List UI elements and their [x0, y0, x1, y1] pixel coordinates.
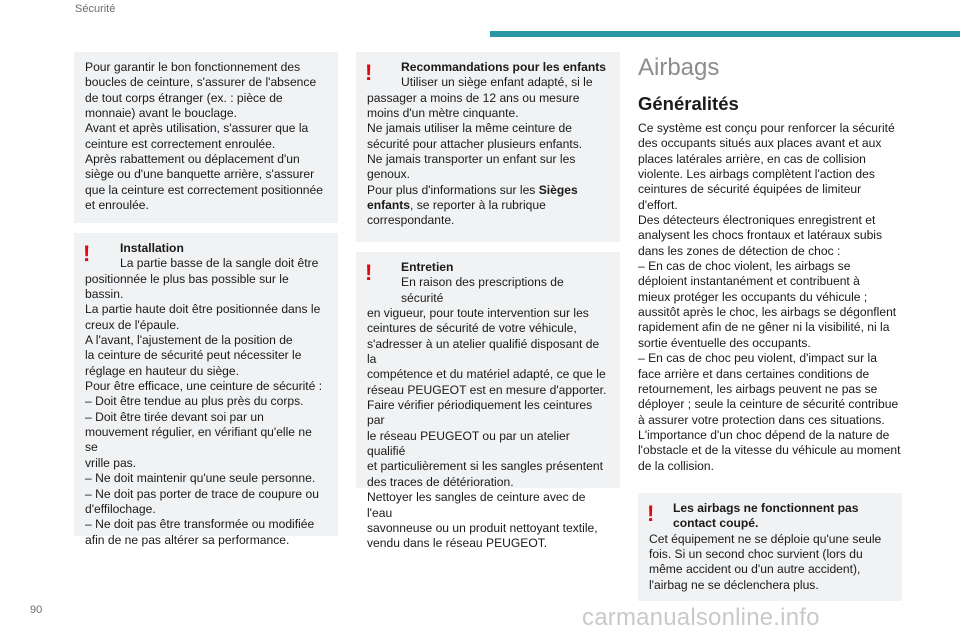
text-line: et particulièrement si les sangles présentent	[367, 459, 603, 474]
text-line: afin de ne pas altérer sa performance.	[85, 532, 290, 547]
text-line: dans les zones de détection de choc :	[638, 243, 841, 258]
text-line: retournement, les airbags peuvent ne pas se	[638, 381, 878, 396]
text-line: mieux protéger les occupants du véhicule ;	[638, 289, 868, 304]
text-line: Après rabattement ou déplacement d'un	[85, 152, 300, 167]
text-line: Avant et après utilisation, s'assurer que la	[85, 121, 309, 136]
text-line: violente. Les airbags complètent l'action des	[638, 167, 875, 182]
text-line: rapidement afin de ne gêner ni la visibilité, ni la	[638, 320, 890, 335]
text-line: le réseau PEUGEOT ou par un atelier qualifié	[367, 428, 570, 459]
subsection-heading: Généralités	[638, 93, 739, 114]
text-line: et enroulée.	[85, 198, 149, 213]
exclamation-warning-icon: !	[365, 260, 373, 285]
text-line: l'airbag ne se déclenchera plus.	[649, 577, 819, 592]
see-also-suffix: , se reporter à la rubrique	[410, 198, 546, 213]
text-line: déploient instantanément et contribuent à	[638, 274, 860, 289]
text-line: Ne jamais transporter un enfant sur les	[367, 152, 576, 167]
text-line: Ce système est conçu pour renforcer la sécurité	[638, 121, 895, 135]
text-line: compétence et du matériel adapté, ce que le	[367, 367, 606, 382]
text-line: analysent les chocs frontaux et latéraux subis	[638, 228, 883, 243]
warning-first-line: Utiliser un siège enfant adapté, si le	[401, 75, 593, 90]
text-line: réseau PEUGEOT est en mesure d'apporter.	[367, 382, 607, 397]
bold-ref-2: enfants	[367, 198, 411, 213]
text-line: d'effort.	[638, 197, 678, 212]
text-line: des traces de détérioration.	[367, 474, 514, 489]
text-line: – Doit être tendue au plus près du corps.	[85, 394, 304, 409]
text-line: A l'avant, l'ajustement de la position de	[85, 333, 293, 348]
warning-title: Installation	[120, 241, 184, 255]
text-line: Des détecteurs électroniques enregistrent et	[638, 213, 876, 228]
text-line: genoux.	[367, 167, 411, 182]
text-line: réglage en hauteur du siège.	[85, 363, 239, 378]
exclamation-warning-icon: !	[83, 241, 91, 266]
text-line: – Doit être tirée devant soi par un	[85, 409, 264, 424]
text-line: face arrière et dans certaines conditions de	[638, 366, 870, 381]
text-line: – En cas de choc violent, les airbags se	[638, 259, 851, 274]
text-line: – En cas de choc peu violent, d'impact sur la	[638, 351, 877, 366]
text-line: des occupants situés aux places avant et aux	[638, 136, 882, 151]
belt-info-box	[74, 52, 338, 223]
text-line: s'adresser à un atelier qualifié disposant de la	[367, 336, 600, 367]
bold-ref-1: Sièges	[538, 182, 578, 197]
children-text	[367, 91, 609, 183]
text-line: de tout corps étranger (ex. : pièce de	[85, 90, 283, 105]
text-line: siège ou d'une banquette arrière, s'assurer	[85, 167, 315, 182]
warning-title: Entretien	[401, 260, 454, 274]
text-line: Cet équipement ne se déploie qu'une seule	[649, 531, 882, 546]
installation-warning-box	[74, 233, 338, 547]
text-line: mouvement régulier, en vérifiant qu'elle ne se	[85, 425, 312, 455]
text-line: sécurité pour attacher plusieurs enfants.	[367, 136, 583, 151]
text-line: savonneuse ou un produit nettoyant textile,	[367, 520, 598, 535]
exclamation-warning-icon: !	[647, 501, 655, 526]
warning-title: Recommandations pour les enfants	[401, 60, 606, 74]
maintenance-text	[367, 306, 609, 552]
installation-text	[85, 272, 327, 548]
see-also-line-2	[367, 198, 609, 213]
text-line: – Ne doit maintenir qu'une seule personne.	[85, 471, 316, 486]
text-line: Ne jamais utiliser la même ceinture de	[367, 121, 573, 136]
text-line: Nettoyer les sangles de ceinture avec de l'eau	[367, 490, 586, 520]
text-line: boucles de ceinture, s'assurer de l'absence	[85, 75, 317, 90]
warning-title-line-1: Les airbags ne fonctionnent pas	[673, 501, 859, 515]
see-also-line	[367, 183, 609, 198]
text-line: L'importance d'un choc dépend de la nature de	[638, 427, 890, 442]
text-line: d'effilochage.	[85, 501, 156, 516]
text-line: sortie éventuelle des occupants.	[638, 335, 811, 350]
text-line: déployer ; seule la ceinture de sécurité contribue	[638, 397, 899, 412]
text-line: Pour garantir le bon fonctionnement des	[85, 60, 301, 74]
text-line: fois. Si un second choc survient (lors du	[649, 547, 863, 562]
text-line: à assurer votre protection dans ces situations.	[638, 412, 885, 427]
text-line: ceinture est correctement enroulée.	[85, 136, 276, 151]
text-line: – Ne doit pas être transformée ou modifiée	[85, 517, 315, 532]
watermark: carmanualsonline.info	[582, 604, 820, 631]
airbag-warning-box	[638, 493, 902, 601]
text-line: moins d'un mètre cinquante.	[367, 106, 519, 121]
text-line: ceintures de sécurité de votre véhicule,	[367, 321, 577, 336]
text-line: monnaie) avant le bouclage.	[85, 106, 237, 121]
text-line: creux de l'épaule.	[85, 317, 180, 332]
text-line: places latérales arrière, en cas de collision	[638, 151, 866, 166]
airbag-warning-text	[649, 532, 891, 593]
exclamation-warning-icon: !	[365, 60, 373, 85]
warning-title-line-2: contact coupé.	[673, 516, 759, 531]
text-line: ceintures de sécurité équipées de limiteur	[638, 182, 862, 197]
see-also-end: correspondante.	[367, 213, 455, 228]
text-line: Pour être efficace, une ceinture de sécurité :	[85, 379, 323, 394]
text-line: l'obstacle et de la vitesse du véhicule au moment	[638, 443, 901, 458]
children-warning-box	[356, 52, 620, 242]
text-line: que la ceinture est correctement positionnée	[85, 182, 323, 197]
airbags-body-text	[638, 121, 918, 474]
section-title: Sécurité	[75, 3, 116, 15]
text-line: La partie haute doit être positionnée dans le	[85, 302, 321, 317]
text-line: vrille pas.	[85, 455, 137, 470]
see-also-prefix: Pour plus d'informations sur les	[367, 182, 536, 197]
text-line: même accident ou d'un autre accident),	[649, 562, 861, 577]
maintenance-warning-box	[356, 252, 620, 551]
text-line: aussitôt après le choc, les airbags se dégonflent	[638, 305, 897, 320]
text-line: passager a moins de 12 ans ou mesure	[367, 90, 580, 105]
text-line: – Ne doit pas porter de trace de coupure ou	[85, 486, 319, 501]
text-line: Faire vérifier périodiquement les ceintures par	[367, 398, 593, 428]
warning-first-line: En raison des prescriptions de sécurité	[401, 275, 564, 305]
accent-bar	[490, 31, 960, 37]
text-line: de la collision.	[638, 458, 714, 473]
belt-info-text	[85, 60, 327, 213]
text-line: vendu dans le réseau PEUGEOT.	[367, 536, 548, 551]
text-line: positionnée le plus bas possible sur le bassin.	[85, 271, 289, 302]
text-line: en vigueur, pour toute intervention sur les	[367, 306, 589, 321]
section-heading: Airbags	[638, 54, 720, 81]
page-number: 90	[30, 604, 43, 616]
text-line: la ceinture de sécurité peut nécessiter le	[85, 348, 302, 363]
warning-first-line: La partie basse de la sangle doit être	[120, 256, 319, 271]
